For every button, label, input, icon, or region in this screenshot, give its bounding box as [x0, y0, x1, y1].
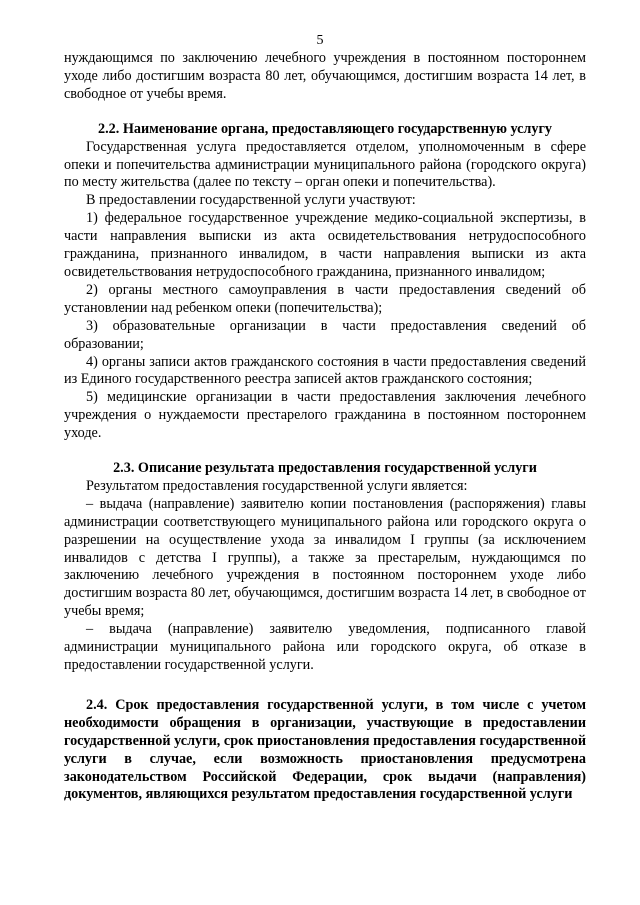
section-2-2-paragraph: Государственная услуга предоставляется отделом, уполномоченным в сфере опеки и попечительства администрации муниципального района (городского округа) по месту жительства (далее по тексту – орган опеки и попечительства). — [64, 138, 586, 191]
section-2-2-list-item: 3) образовательные организации в части предоставления сведений об образовании; — [64, 317, 586, 352]
section-2-3-list-item: – выдача (направление) заявителю уведомления, подписанного главой администрации муниципального района или городского округа, об отказе в предоставлении государственной услуги. — [64, 621, 586, 673]
section-2-3-list-item: – выдача (направление) заявителю копии постановления (распоряжения) главы администрации соответствующего муниципального района или городского округа о разрешении на осуществление ухода за инвалидом I группы (за исключением инвалидов с детства I группы), а также за престарелым, нуждающимся по заключению лечебного учреждения в постоянном постороннем уходе либо достигшим возраста 80 лет, обучающимся, достигшим возраста 14 лет, в свободное от учебы время; — [64, 495, 586, 620]
section-2-3-heading: 2.3. Описание результата предоставления государственной услуги — [113, 460, 537, 477]
section-2-3-paragraph: Результатом предоставления государственной услуги является: — [86, 477, 468, 494]
section-2-2-list-item: 2) органы местного самоуправления в части предоставления сведений об установлении над ребенком опеки (попечительства); — [64, 281, 586, 316]
section-2-2-list-item: 1) федеральное государственное учреждение медико-социальной экспертизы, в части направления выписки из акта освидетельствования нетрудоспособного гражданина, признанного инвалидом, в части направления выписки из акта освидетельствования нетрудоспособного гражданина, признанного инвалидом; — [64, 210, 586, 280]
document-body — [64, 50, 586, 804]
section-2-2-list-item: 5) медицинские организации в части предоставления заключения лечебного учреждения о нуждаемости престарелого гражданина в постоянном постороннем уходе. — [64, 389, 586, 442]
intro-paragraph: нуждающимся по заключению лечебного учреждения в постоянном постороннем уходе либо достигшим возраста 80 лет, обучающимся, достигшим возраста 14 лет, в свободное от учебы время. — [64, 50, 586, 102]
section-2-4-heading: 2.4. Срок предоставления государственной услуги, в том числе с учетом необходимости обращения в организации, участвующие в предоставлении государственной услуги, срок приостановления предоставления государственной услуги в случае, если возможность приостановления предусмотрена законодательством Российской Федерации, срок выдачи (направления) документов, являющихся результатом предоставления государственной услуги — [64, 696, 586, 803]
section-2-2-paragraph: В предоставлении государственной услуги участвуют: — [86, 192, 416, 209]
page-number: 5 — [316, 33, 324, 48]
section-2-2-heading: 2.2. Наименование органа, предоставляющего государственную услугу — [97, 120, 553, 137]
section-2-2-list-item: 4) органы записи актов гражданского состояния в части предоставления сведений из Единого государственного реестра записей актов гражданского состояния; — [64, 353, 586, 388]
